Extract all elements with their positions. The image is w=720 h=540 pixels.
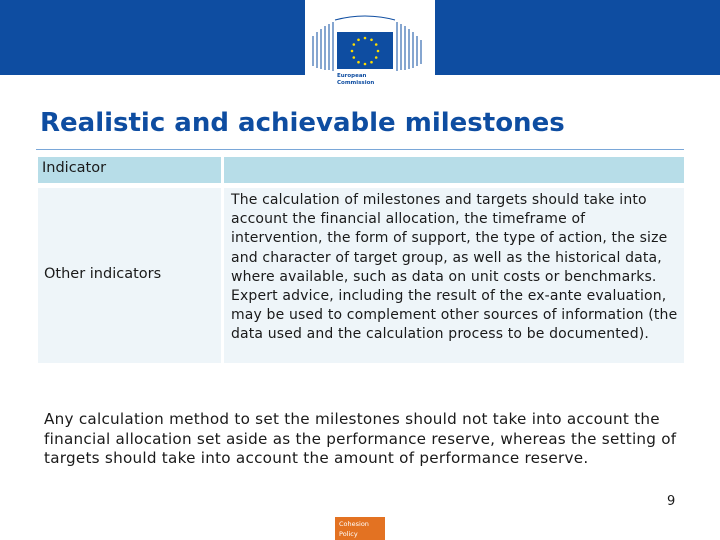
table-header-indicator: Indicator: [38, 157, 221, 183]
logo-line-1: European: [337, 73, 367, 79]
row-label: Other indicators: [44, 266, 162, 282]
title-divider: [36, 149, 684, 150]
table-row-label-cell: [38, 188, 221, 363]
berlaymont-building-icon: [305, 2, 435, 72]
page-number: 9: [667, 494, 676, 509]
cohesion-policy-badge: [335, 517, 385, 540]
european-commission-logo: [305, 0, 435, 99]
page-title: Realistic and achievable milestones: [40, 108, 565, 138]
badge-line-2: Policy: [339, 530, 358, 538]
badge-line-1: Cohesion: [339, 520, 369, 528]
row-description: The calculation of milestones and targets should take into account the financial allocation, the timeframe of intervention, the form of support, the type of action, the size and character of target group, as well as the historical data, where available, such as data on unit costs or benchmarks. Expert advice, including the result of the ex-ante evaluation, may be used to complement other sources of information (the data used and the calculation process to be documented).: [231, 192, 678, 343]
performance-reserve-note: Any calculation method to set the milestones should not take into account the financial allocation set aside as the performance reserve, whereas the setting of targets should take into account the amount of performance reserve.: [44, 410, 677, 467]
logo-wordmark: [337, 73, 427, 87]
logo-line-2: Commission: [337, 80, 375, 86]
table-header-blank: [224, 157, 684, 183]
table-row-description-cell: [224, 188, 684, 363]
